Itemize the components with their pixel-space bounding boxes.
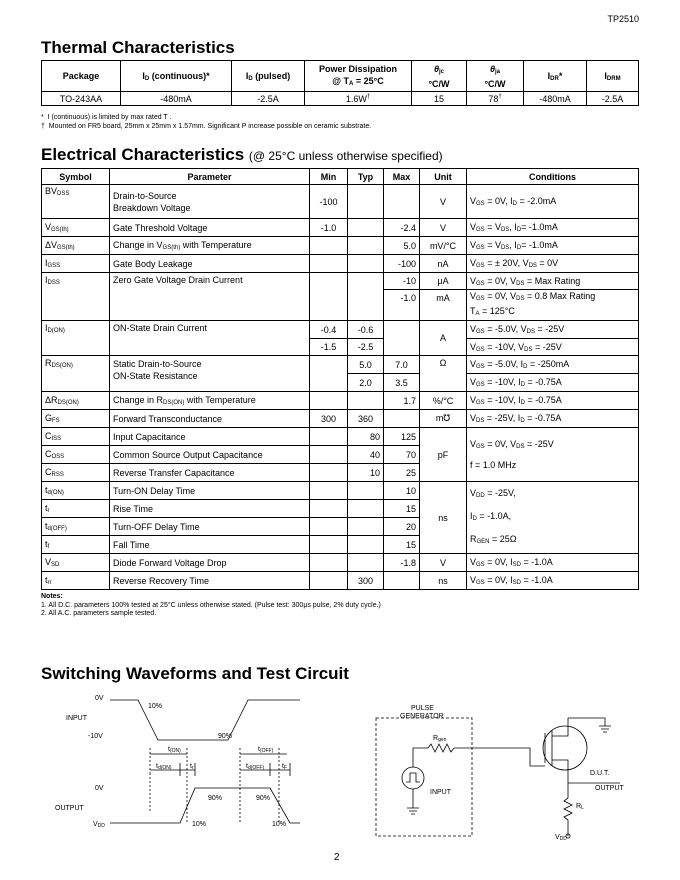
label-90pct-out-a: 90% [208, 795, 223, 802]
output-waveform [110, 788, 300, 823]
cell-idr: -480mA [524, 92, 587, 106]
table-row: $G_{FS}$ Forward Transconductance 300 360 m℧ $V_{DS} = -25V$, $I_D = -0.75A$ [42, 410, 639, 428]
document-number: TP2510 [607, 14, 639, 24]
label-rl: RL [576, 803, 584, 811]
th-theta-jc: $\theta_{jc}$ °C/W [412, 61, 467, 92]
cell-theta-ja: 78† [467, 92, 524, 106]
table-row: $I_{D(ON)}$ ON-State Drain Current -0.4 -0.6 A $V_{GS} = -5.0V$, $V_{DS} = -25V$ [42, 321, 639, 339]
label-0v-in: 0V [95, 695, 104, 702]
notes [41, 593, 381, 619]
table-row: -1.0 mA $V_{GS} = 0V$, $V_{DS} = 0.8$ Max Rating $T_A = 125^\circ C$ [42, 290, 639, 321]
input-waveform [110, 700, 300, 740]
eh-typ: Typ [348, 169, 384, 185]
electrical-title: Electrical Characteristics (@ 25°C unless otherwise specified) [41, 145, 443, 164]
table-row: $V_{SD}$ Diode Forward Voltage Drop -1.8 V $V_{GS} = 0V$, $I_{SD} = -1.0A$ [42, 554, 639, 572]
eh-unit: Unit [420, 169, 467, 185]
eh-max: Max [384, 169, 420, 185]
thermal-title: Thermal Characteristics [41, 38, 235, 57]
eh-symbol: Symbol [42, 169, 110, 185]
label-pulse: PULSE [411, 705, 434, 712]
th-idr: $I_{DR}*$ [524, 61, 587, 92]
label-10pct-out-b: 10% [272, 821, 287, 828]
th-id-cont: $I_D$ (continuous)* [121, 61, 232, 92]
cell-pd: 1.6W† [305, 92, 412, 106]
label-10pct-out-a: 10% [192, 821, 207, 828]
footnote-1: * I (continuous) is limited by max rated T . [41, 114, 172, 121]
label-rgen: Rgen [433, 735, 447, 743]
thermal-table [41, 60, 639, 106]
rl-resistor-icon [564, 798, 572, 836]
table-row: $V_{GS(th)}$ Gate Threshold Voltage -1.0 -2.4 V $V_{GS} = V_{DS}$, $I_D= -1.0mA$ [42, 219, 639, 237]
label-circuit-vdd: VDD [555, 834, 567, 842]
label-90pct-in: 90% [218, 733, 233, 740]
rgen-resistor-icon [428, 744, 454, 752]
cell-id-pulsed: -2.5A [232, 92, 305, 106]
label-td-on: td(ON) [156, 763, 172, 771]
label-td-off: td(OFF) [246, 763, 265, 771]
label-neg10v: -10V [88, 733, 103, 740]
th-power-dissipation: Power Dissipation @ $T_A = 25^\circ C$ [305, 61, 412, 92]
mosfet-icon [543, 726, 587, 770]
eh-parameter: Parameter [110, 169, 310, 185]
footnote-2: † Mounted on FR5 board, 25mm x 25mm x 1.57mm. Significant P increase possible on ceramic substrate. [41, 122, 372, 130]
label-toff: t(OFF) [258, 746, 274, 754]
switching-diagram [0, 688, 680, 848]
cell-theta-jc: 15 [412, 92, 467, 106]
label-tf: tF [282, 763, 288, 771]
th-idrm: $I_{DRM}$ [587, 61, 639, 92]
table-row: -1.5 -2.5 $V_{GS} = -10V$, $V_{DS} = -25V$ [42, 339, 639, 356]
eh-min: Min [310, 169, 348, 185]
table-row: $\Delta R_{DS(ON)}$ Change in $R_{DS(ON)}$ with Temperature 1.7 %/°C $V_{GS} = -10V$, $I_D = -0.75A$ [42, 392, 639, 410]
pulse-source-icon [402, 767, 424, 789]
table-row: $C_{OSS}$ Common Source Output Capacitance 40 70 [42, 446, 639, 464]
label-vdd: VDD [93, 821, 105, 829]
cell-package: TO-243AA [42, 92, 121, 106]
label-ton: t(ON) [168, 746, 181, 754]
th-theta-ja: $\theta_{ja}$ °C/W [467, 61, 524, 92]
page-number: 2 [334, 852, 340, 863]
th-package: Package [42, 61, 121, 92]
label-90pct-out-b: 90% [256, 795, 271, 802]
note-1: 1. All D.C. parameters 100% tested at 25°C unless otherwise stated. (Pulse test: 300μs pulse, 2% duty cycle.) [41, 601, 381, 609]
electrical-table [41, 168, 639, 590]
table-row: $\Delta V_{GS(th)}$ Change in $V_{GS(th)}$ with Temperature 5.0 mV/°C $V_{GS} = V_{DS}$, $I_D= -1.0mA$ [42, 237, 639, 255]
cell-idrm: -2.5A [587, 92, 639, 106]
ground-icon [407, 789, 419, 814]
eh-conditions: Conditions [467, 169, 639, 185]
electrical-subtitle: (@ 25°C unless otherwise specified) [248, 149, 443, 163]
timing-guides [150, 748, 279, 823]
table-row: 2.0 3.5 $V_{GS} = -10V$, $I_D = -0.75A$ [42, 374, 639, 392]
table-row: $t_{rr}$ Reverse Recovery Time 300 ns $V_{GS} = 0V$, $I_{SD} = -1.0A$ [42, 572, 639, 590]
label-circuit-output: OUTPUT [595, 785, 624, 792]
label-circuit-input: INPUT [430, 789, 451, 796]
label-input: INPUT [66, 715, 87, 722]
table-row: $BV_{DSS}$ Drain-to-Source Breakdown Voltage -100 V $V_{GS} = 0V$, $I_D = -2.0mA$ [42, 185, 639, 219]
switching-title: Switching Waveforms and Test Circuit [41, 664, 349, 683]
table-row: $t_f$ Fall Time 15 [42, 536, 639, 554]
label-0v-out: 0V [95, 785, 104, 792]
table-row: $R_{DS(ON)}$ Static Drain-to-Source ON-State Resistance 5.0 7.0 Ω $V_{GS} = -5.0V$, $I_D = -250mA$ [42, 356, 639, 374]
table-row: $t_r$ Rise Time 15 [42, 500, 639, 518]
thermal-footnotes [41, 114, 371, 131]
table-row: $I_{DSS}$ Zero Gate Voltage Drain Current -10 μA $V_{GS} = 0V$, $V_{DS}$ = Max Rating [42, 273, 639, 290]
table-row: $I_{GSS}$ Gate Body Leakage -100 nA $V_{GS}$ = ± 20V, $V_{DS} = 0V$ [42, 255, 639, 273]
label-generator: GENERATOR [400, 713, 444, 720]
notes-title: Notes: [41, 593, 63, 600]
label-10pct-in: 10% [148, 703, 163, 710]
label-output: OUTPUT [55, 805, 84, 812]
cell-id-cont: -480mA [121, 92, 232, 106]
table-row: $C_{ISS}$ Input Capacitance 80 125 pF $V_{GS} = 0V$, $V_{DS} = -25V$ f = 1.0 MHz [42, 428, 639, 446]
table-row: $t_{d(ON)}$ Turn-ON Delay Time 10 ns $V_{DD} = -25V$, $I_D = -1.0A$, $R_{GEN} = 25\Omega$ [42, 482, 639, 500]
table-row: $C_{RSS}$ Reverse Transfer Capacitance 10 25 [42, 464, 639, 482]
table-row: $t_{d(OFF)}$ Turn-OFF Delay Time 20 [42, 518, 639, 536]
label-tr: tr [190, 763, 194, 771]
th-id-pulsed: $I_D$ (pulsed) [232, 61, 305, 92]
label-dut: D.U.T. [590, 770, 610, 777]
note-2: 2. All A.C. parameters sample tested. [41, 610, 157, 617]
